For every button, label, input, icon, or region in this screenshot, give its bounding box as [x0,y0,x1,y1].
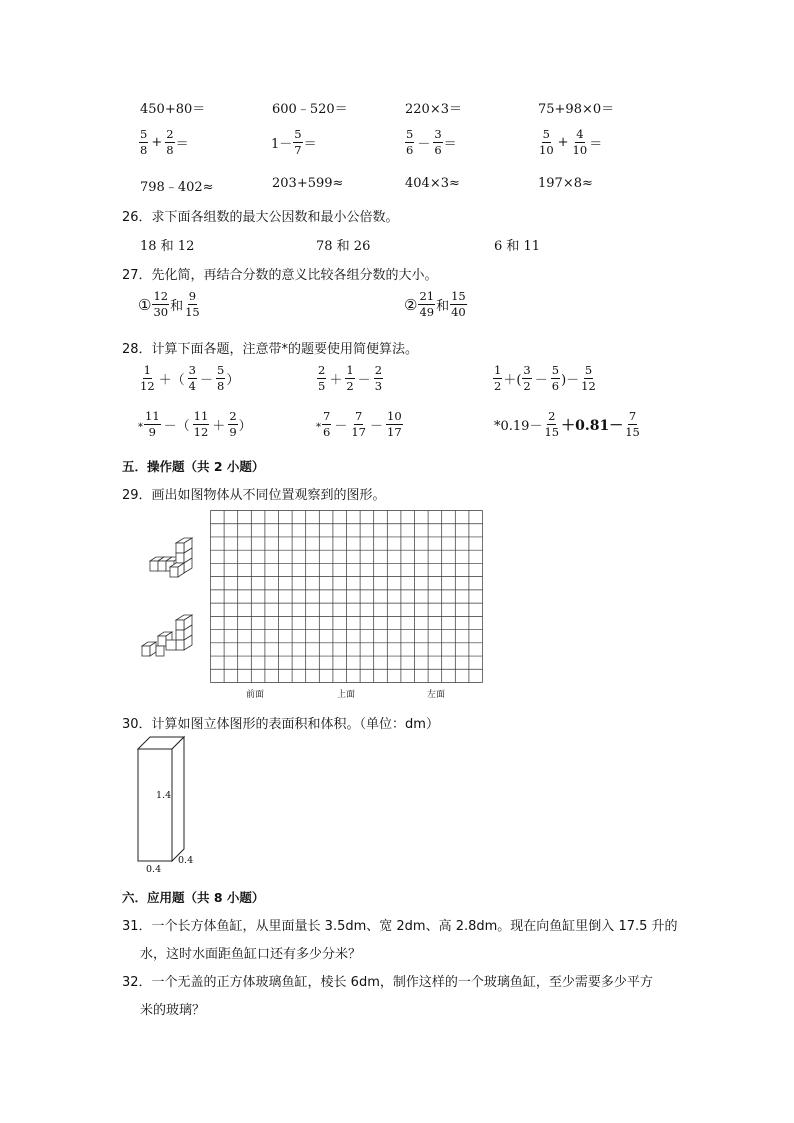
calc-6: 1－ $\frac{5}{7}$ ＝ [271,127,317,157]
cube-figure-1 [140,535,200,585]
calc-2: 600﹣520＝ [272,102,348,117]
calc-1: 450+80＝ [140,102,206,117]
calc-5: $\frac{5}{8}$ + $\frac{2}{8}$ ＝ [140,127,189,157]
q31-line-2: 水，这时水面距鱼缸口还有多少分米？ [140,947,362,962]
q27-title: 27．先化简，再结合分数的意义比较各组分数的大小。 [122,268,438,283]
calc-12: 197×8≈ [538,176,593,191]
grid-label-left: 左面 [427,690,446,700]
cube-figure-2 [138,612,200,662]
q28-expr-5: * $\frac{7}{6}$ － $\frac{7}{17}$ － $\frac{10}{17}$ [316,409,402,439]
section-6-heading: 六．应用题（共 8 小题） [122,890,265,905]
q32-line-1: 32．一个无盖的正方体玻璃鱼缸，棱长 6dm，制作这样的一个玻璃鱼缸，至少需要多少平方 [122,975,653,990]
calc-9: 798﹣402≈ [140,180,214,195]
calc-3: 220×3＝ [405,102,462,117]
q26-item-1: 18 和 12 [140,239,195,254]
q28-expr-2: $\frac{2}{5}$ ＋ $\frac{1}{2}$ － $\frac{2}{3}$ [318,363,383,393]
section-5-heading: 五．操作题（共 2 小题） [122,459,265,474]
q28-expr-3: $\frac{1}{2}$ ＋( $\frac{3}{2}$ － $\frac{5}{6}$ )－ $\frac{5}{12}$ [494,363,596,393]
drawing-grid [210,510,483,683]
calc-10: 203+599≈ [272,176,344,191]
q30-title: 30．计算如图立体图形的表面积和体积。（单位：dm） [122,717,439,732]
q32-line-2: 米的玻璃？ [140,1003,206,1018]
q27-item-1: ① $\frac{12}{30}$ 和 $\frac{9}{15}$ [138,289,200,319]
q26-title: 26．求下面各组数的最大公因数和最小公倍数。 [122,210,399,225]
q28-title: 28．计算下面各题，注意带*的题要使用简便算法。 [122,342,419,357]
q31-line-1: 31．一个长方体鱼缸，从里面量长 3.5dm、宽 2dm、高 2.8dm。现在向鱼缸里倒入 17.5 升的 [122,919,678,934]
q26-item-3: 6 和 11 [494,239,541,254]
q29-title: 29．画出如图物体从不同位置观察到的图形。 [122,488,386,503]
cuboid-width-label: 0.4 [146,864,162,875]
cuboid-depth-label: 0.4 [178,855,194,866]
grid-label-top: 上面 [337,690,356,700]
q26-item-2: 78 和 26 [316,239,371,254]
calc-7: $\frac{5}{6}$ － $\frac{3}{6}$ ＝ [406,127,457,157]
cuboid-height-label: 1.4 [156,790,172,801]
q28-expr-1: $\frac{1}{12}$ ＋（ $\frac{3}{4}$ － $\frac{5}{8}$ ） [140,363,240,393]
q28-expr-6: *0.19－ $\frac{2}{15}$ ＋0.81－ $\frac{7}{15}$ [494,409,640,439]
q27-item-2: ② $\frac{21}{49}$ 和 $\frac{15}{40}$ [404,289,466,319]
q28-expr-4: * $\frac{11}{9}$ －（ $\frac{11}{12}$ ＋ $\frac{2}{9}$ ） [138,409,252,439]
grid-label-front: 前面 [246,690,265,700]
calc-4: 75+98×0＝ [538,102,615,117]
calc-11: 404×3≈ [405,176,460,191]
calc-8: $\frac{5}{10}$ + $\frac{4}{10}$ ＝ [539,127,603,157]
